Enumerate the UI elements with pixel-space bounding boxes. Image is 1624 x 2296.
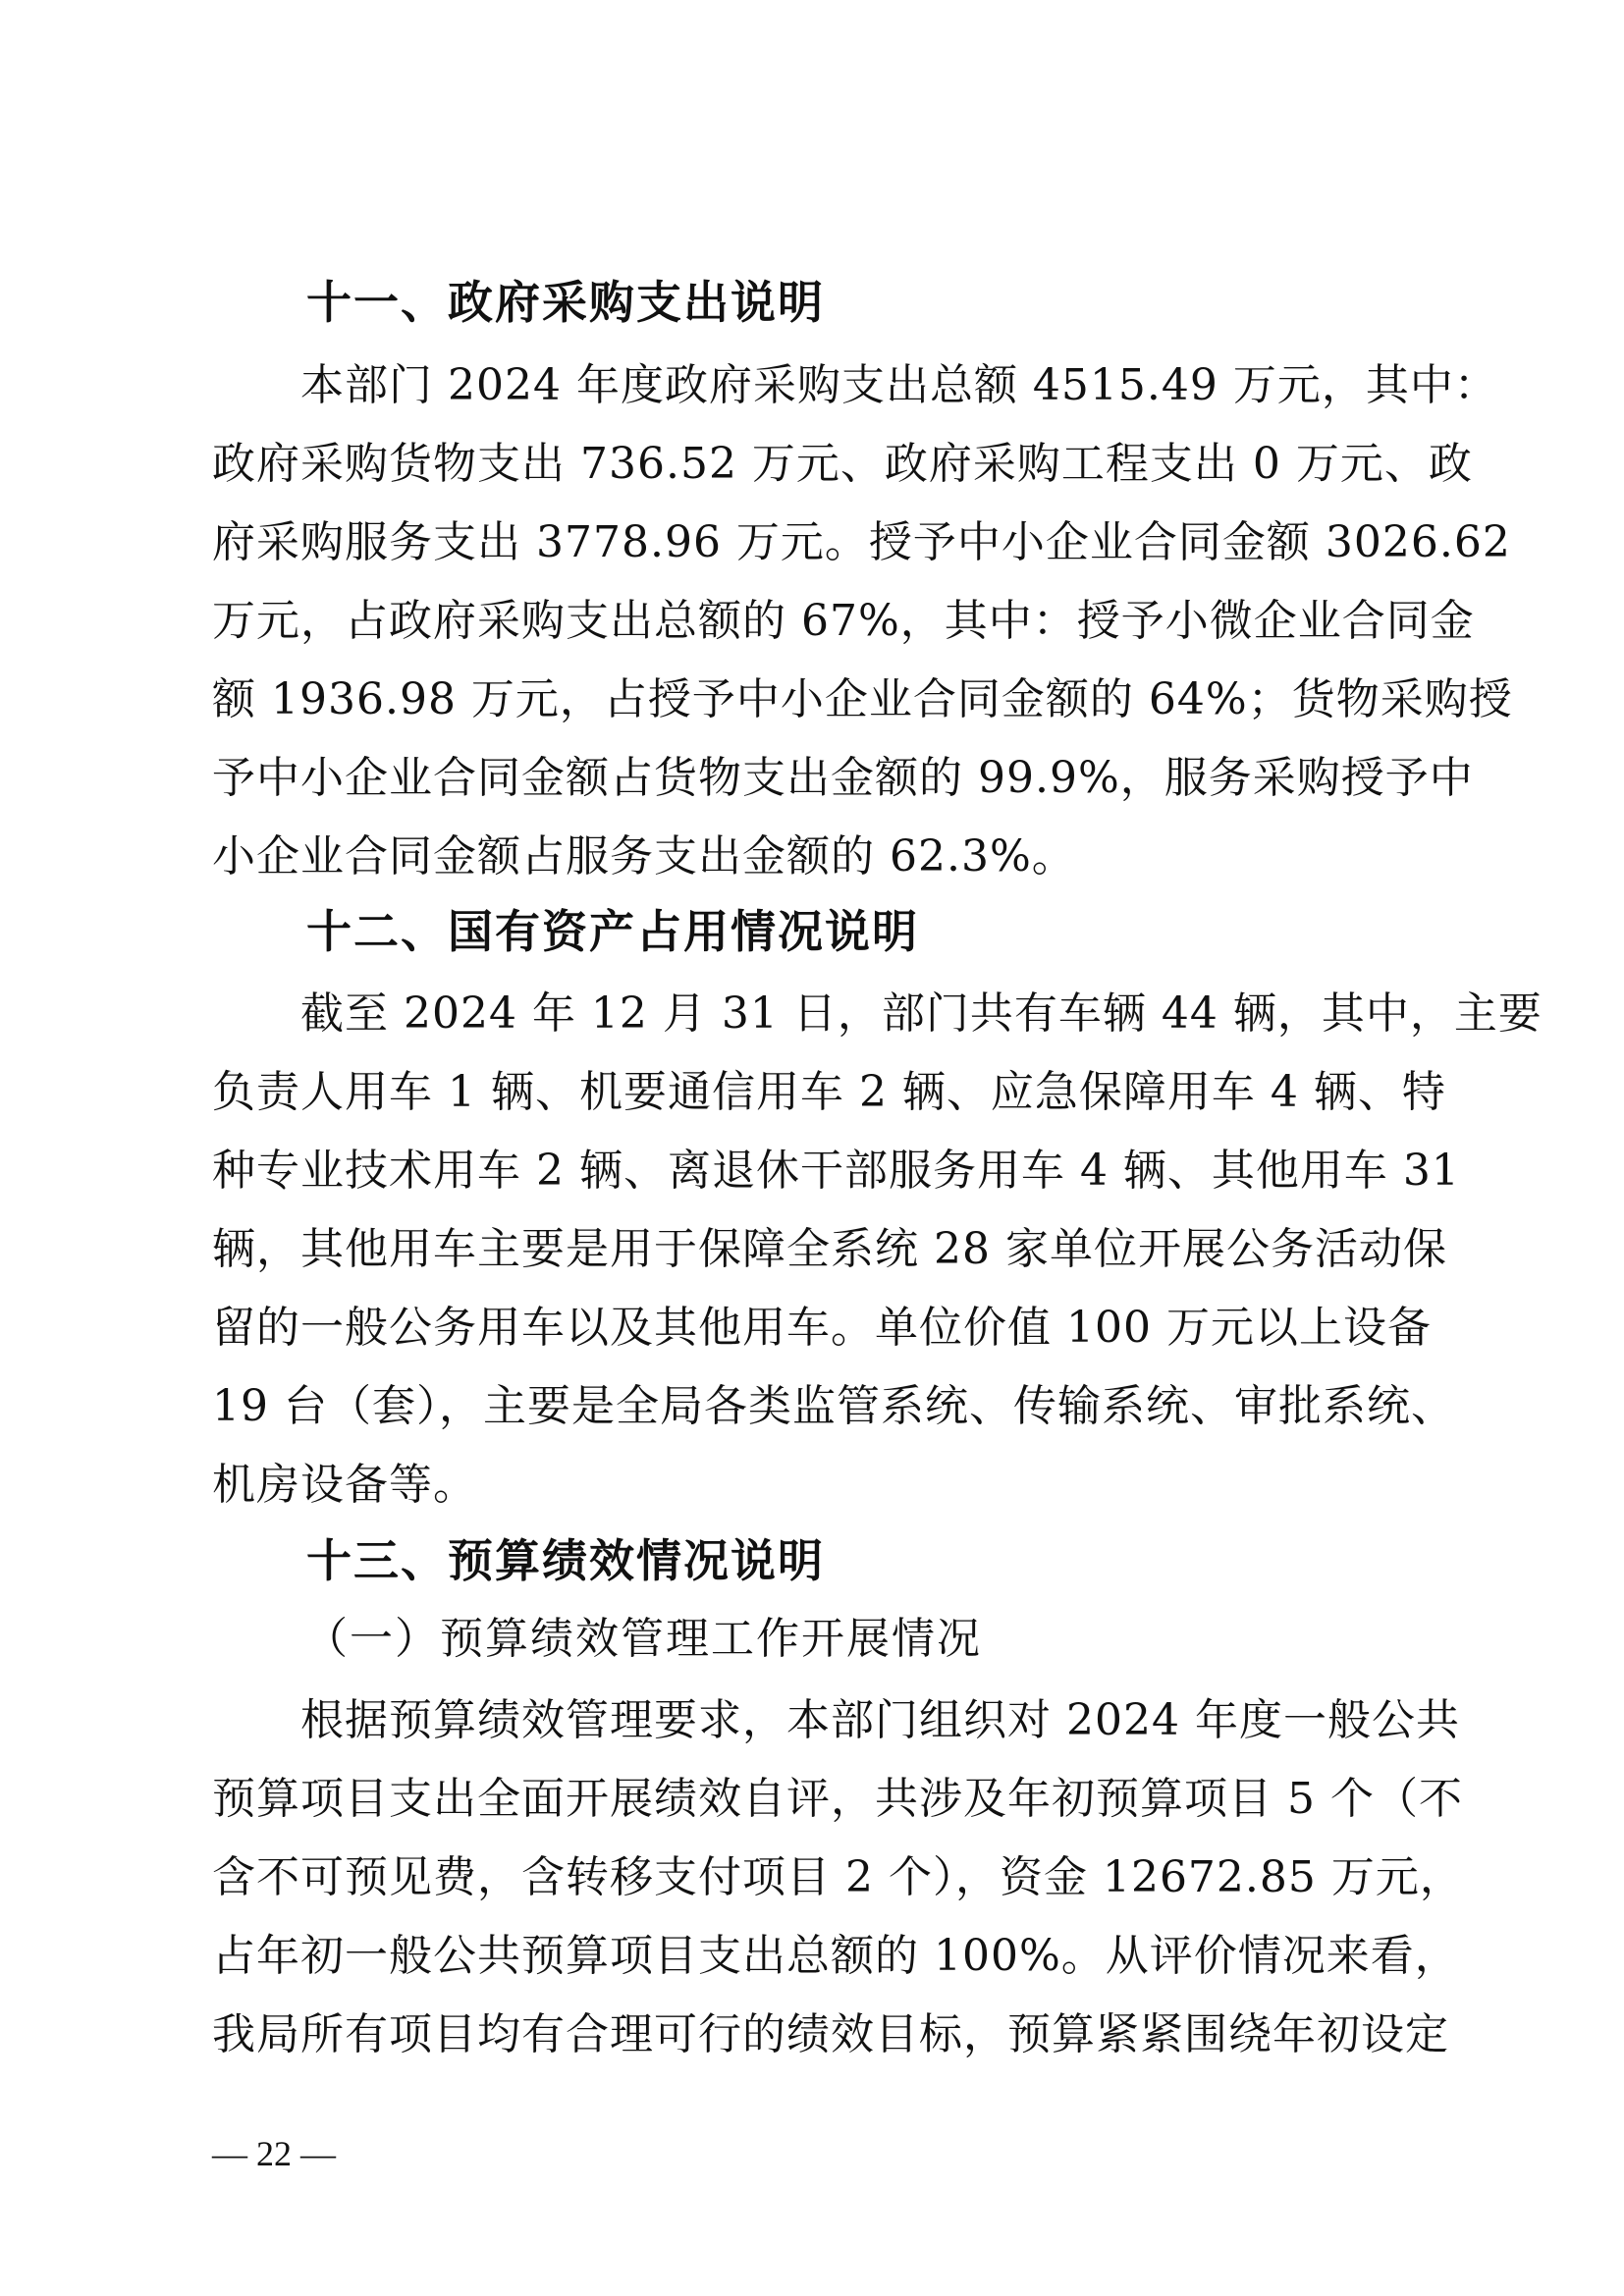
section-heading-state-assets: 十二、国有资产占用情况说明 xyxy=(306,905,919,958)
paragraph-line: 根据预算绩效管理要求，本部门组织对 2024 年度一般公共 xyxy=(300,1695,1460,1745)
paragraph-line: 府采购服务支出 3778.96 万元。授予中小企业合同金额 3026.62 xyxy=(212,517,1511,567)
paragraph-line: 含不可预见费，含转移支付项目 2 个），资金 12672.85 万元， xyxy=(212,1852,1464,1902)
paragraph-line: 机房设备等。 xyxy=(212,1460,477,1510)
section-heading-budget-performance: 十三、预算绩效情况说明 xyxy=(306,1534,825,1587)
paragraph-line: 截至 2024 年 12 月 31 日，部门共有车辆 44 辆，其中，主要 xyxy=(300,988,1543,1039)
paragraph-line: 小企业合同金额占服务支出金额的 62.3%。 xyxy=(212,831,1076,881)
paragraph-line: 万元，占政府采购支出总额的 67%，其中：授予小微企业合同金 xyxy=(212,596,1475,646)
paragraph-line: 留的一般公务用车以及其他用车。单位价值 100 万元以上设备 xyxy=(212,1303,1432,1353)
paragraph-line: 本部门 2024 年度政府采购支出总额 4515.49 万元，其中： xyxy=(300,360,1498,410)
paragraph-line: 予中小企业合同金额占货物支出金额的 99.9%，服务采购授予中 xyxy=(212,753,1474,803)
paragraph-line: 预算项目支出全面开展绩效自评，共涉及年初预算项目 5 个（不 xyxy=(212,1774,1463,1824)
paragraph-line: 政府采购货物支出 736.52 万元、政府采购工程支出 0 万元、政 xyxy=(212,439,1473,489)
paragraph-line: 我局所有项目均有合理可行的绩效目标，预算紧紧围绕年初设定 xyxy=(212,2009,1449,2059)
subsection-heading: （一）预算绩效管理工作开展情况 xyxy=(304,1614,982,1664)
page-number: — 22 — xyxy=(212,2134,336,2173)
paragraph-line: 占年初一般公共预算项目支出总额的 100%。从评价情况来看， xyxy=(212,1931,1459,1981)
paragraph-line: 额 1936.98 万元，占授予中小企业合同金额的 64%；货物采购授 xyxy=(212,674,1513,724)
paragraph-line: 19 台（套），主要是全局各类监管系统、传输系统、审批系统、 xyxy=(212,1381,1455,1431)
paragraph-line: 辆，其他用车主要是用于保障全系统 28 家单位开展公务活动保 xyxy=(212,1224,1447,1274)
paragraph-line: 种专业技术用车 2 辆、离退休干部服务用车 4 辆、其他用车 31 xyxy=(212,1146,1460,1196)
paragraph-line: 负责人用车 1 辆、机要通信用车 2 辆、应急保障用车 4 辆、特 xyxy=(212,1067,1446,1117)
section-heading-procurement: 十一、政府采购支出说明 xyxy=(306,276,825,329)
